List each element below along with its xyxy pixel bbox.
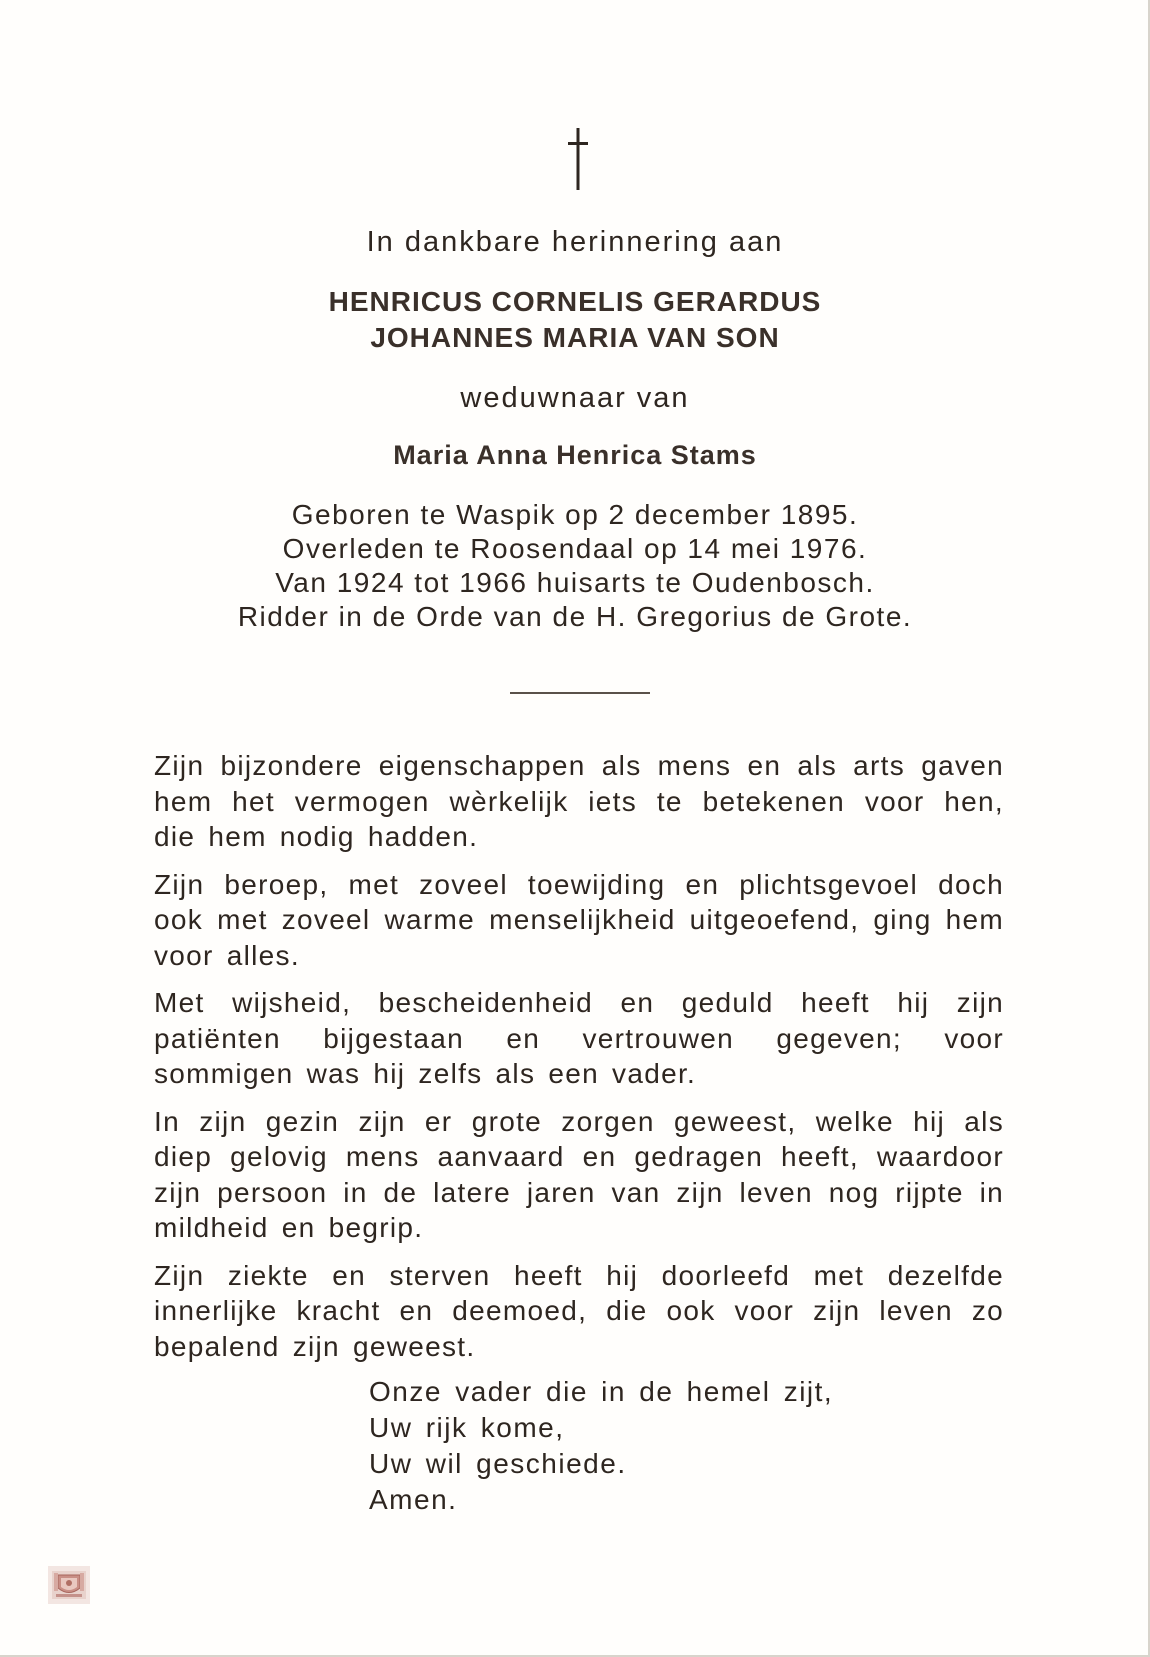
prayer-line: Uw rijk kome, [369, 1412, 565, 1443]
prayer-line: Amen. [369, 1484, 458, 1515]
divider-line [510, 692, 650, 694]
life-facts [0, 498, 1150, 634]
deceased-name-line1: HENRICUS CORNELIS GERARDUS [328, 286, 822, 317]
cross-icon [568, 128, 588, 190]
prayer-line: Uw wil geschiede. [369, 1448, 627, 1479]
paragraph: Zijn ziekte en sterven heeft hij doorleefd met dezelfde innerlijke kracht en deemoed, die ook voor zijn leven zo bepalend zijn geweest. [154, 1259, 1004, 1362]
paragraph: Zijn bijzondere eigenschappen als mens en als arts gaven hem het vermogen wèrkelijk iets te betekenen voor hen, die hem nodig hadden. [154, 750, 1004, 852]
fact-death: Overleden te Roosendaal op 14 mei 1976. [282, 533, 868, 564]
prayer-line: Onze vader die in de hemel zijt, [369, 1376, 834, 1407]
paragraph: Zijn beroep, met zoveel toewijding en plichtsgevoel doch ook met zoveel warme menselijkheid uitgeoefend, ging hem voor alles. [154, 868, 1004, 971]
coat-of-arms-stamp-icon [48, 1566, 90, 1604]
tribute-text [154, 748, 1004, 1376]
relation-text: weduwnaar van [460, 382, 690, 414]
fact-career: Van 1924 tot 1966 huisarts te Oudenbosch. [275, 567, 875, 598]
paragraph: In zijn gezin zijn er grote zorgen geweest, welke hij als diep gelovig mens aanvaard en gedragen heeft, waardoor zijn persoon in de latere jaren van zijn leven nog rijpte in mildheid en begrip. [154, 1105, 1004, 1243]
fact-birth: Geboren te Waspik op 2 december 1895. [291, 499, 859, 530]
intro-text: In dankbare herinnering aan [366, 226, 784, 258]
fact-honor: Ridder in de Orde van de H. Gregorius de Grote. [237, 601, 913, 632]
prayer-text [369, 1374, 833, 1518]
deceased-name-line2: JOHANNES MARIA VAN SON [370, 322, 780, 353]
spouse-name: Maria Anna Henrica Stams [393, 440, 757, 470]
paragraph: Met wijsheid, bescheidenheid en geduld heeft hij zijn patiënten bijgestaan en vertrouwen gegeven; voor sommigen was hij zelfs als een vader. [154, 987, 1004, 1089]
